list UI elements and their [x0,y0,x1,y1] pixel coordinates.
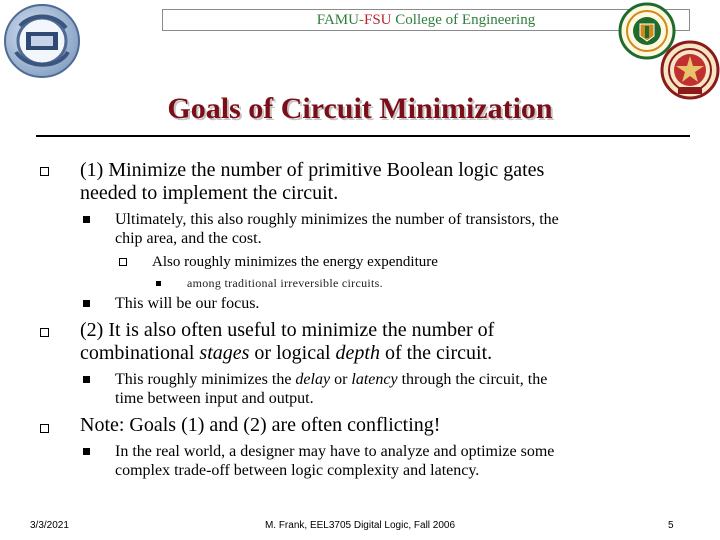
bullet-1-1-1: Also roughly minimizes the energy expenditure [152,254,438,270]
bullet-marker [40,328,49,337]
bullet-3: Note: Goals (1) and (2) are often conflicting! [80,414,441,436]
bullet-1-line1: (1) Minimize the number of primitive Boolean logic gates [80,159,545,181]
bullet-2-line2: combinational stages or logical depth of the circuit. [80,342,493,364]
bullet-3-1-line1: In the real world, a designer may have to analyze and optimize some [115,443,555,460]
bullet-1-1-line2: chip area, and the cost. [115,230,262,247]
bullet-1-1-line1: Ultimately, this also roughly minimizes the number of transistors, the [115,211,559,228]
bullet-1 [80,159,544,205]
bullet-marker [83,376,90,383]
bullet-marker [83,300,90,307]
title-divider [36,135,690,137]
bullet-3-1-line2: complex trade-off between logic complexity and latency. [115,462,480,479]
bullet-marker [119,258,127,266]
bullet-2 [80,319,494,365]
bullet-1-1-1-1: among traditional irreversible circuits. [187,276,383,290]
bullet-marker [83,216,90,223]
bullet-1-line2: needed to implement the circuit. [80,182,339,204]
bullet-2-1-line2: time between input and output. [115,390,314,407]
bullet-3-1 [115,442,554,480]
slide-title: Goals of Circuit Minimization [167,92,553,125]
header-title: FAMU-FSU College of Engineering [316,12,536,28]
footer-center-text: M. Frank, EEL3705 Digital Logic, Fall 2006 [264,520,456,531]
bullet-marker [83,448,90,455]
bullet-marker [40,167,49,176]
bullet-1-2: This will be our focus. [115,295,260,312]
page-number: 5 [668,520,674,531]
bullet-marker [40,424,49,433]
bullet-2-1 [115,370,547,408]
footer-date: 3/3/2021 [30,520,69,531]
bullet-2-1-line1: This roughly minimizes the delay or latency through the circuit, the [115,371,548,388]
bullet-marker [156,281,161,286]
bullet-1-1 [115,210,559,248]
college-logo [2,2,82,80]
bullet-2-line1: (2) It is also often useful to minimize the number of [80,319,495,341]
